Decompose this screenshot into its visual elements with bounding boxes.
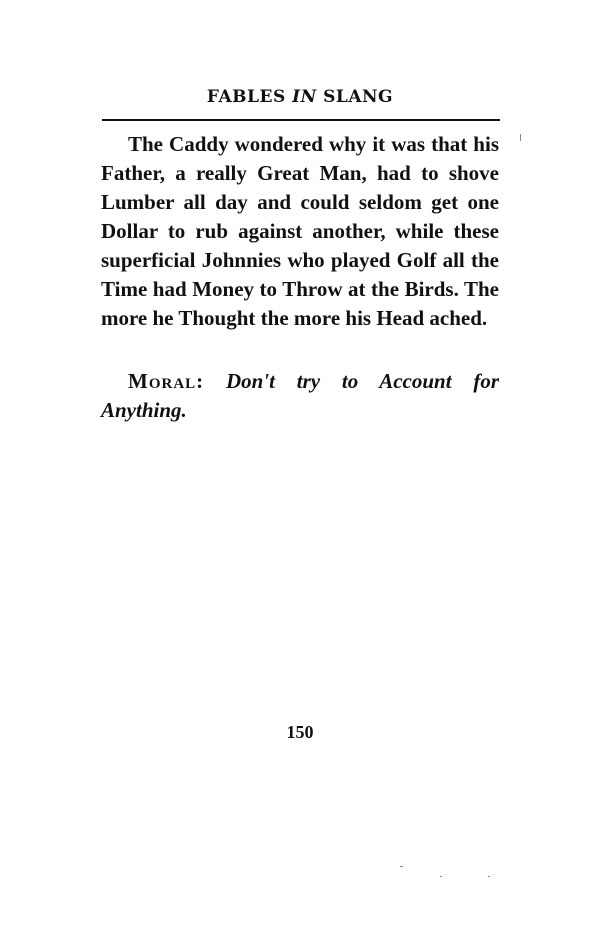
running-head-in: IN [292, 87, 317, 107]
scan-speck [440, 876, 442, 877]
page-number: 150 [286, 722, 314, 742]
fable-paragraph: The Caddy wondered why it was that his Father, a really Great Man, had to shove Lumber all day and could seldom get one Dollar to rub against another, while these superficial Johnnies who played Golf all the Time had Money to Throw at the Birds. The more he Thought the more his Head ached. [101, 132, 499, 330]
moral-text: Don't try to Account for Anything. [101, 369, 500, 422]
running-head-fables: FABLES [206, 87, 286, 107]
moral-label: Moral: [128, 369, 205, 393]
moral-paragraph [101, 367, 499, 425]
scan-speck [520, 134, 521, 141]
running-head-slang: SLANG [323, 87, 394, 107]
scan-speck [400, 866, 403, 867]
scan-speck [488, 876, 490, 877]
running-head [100, 86, 500, 108]
header-rule [102, 119, 500, 121]
